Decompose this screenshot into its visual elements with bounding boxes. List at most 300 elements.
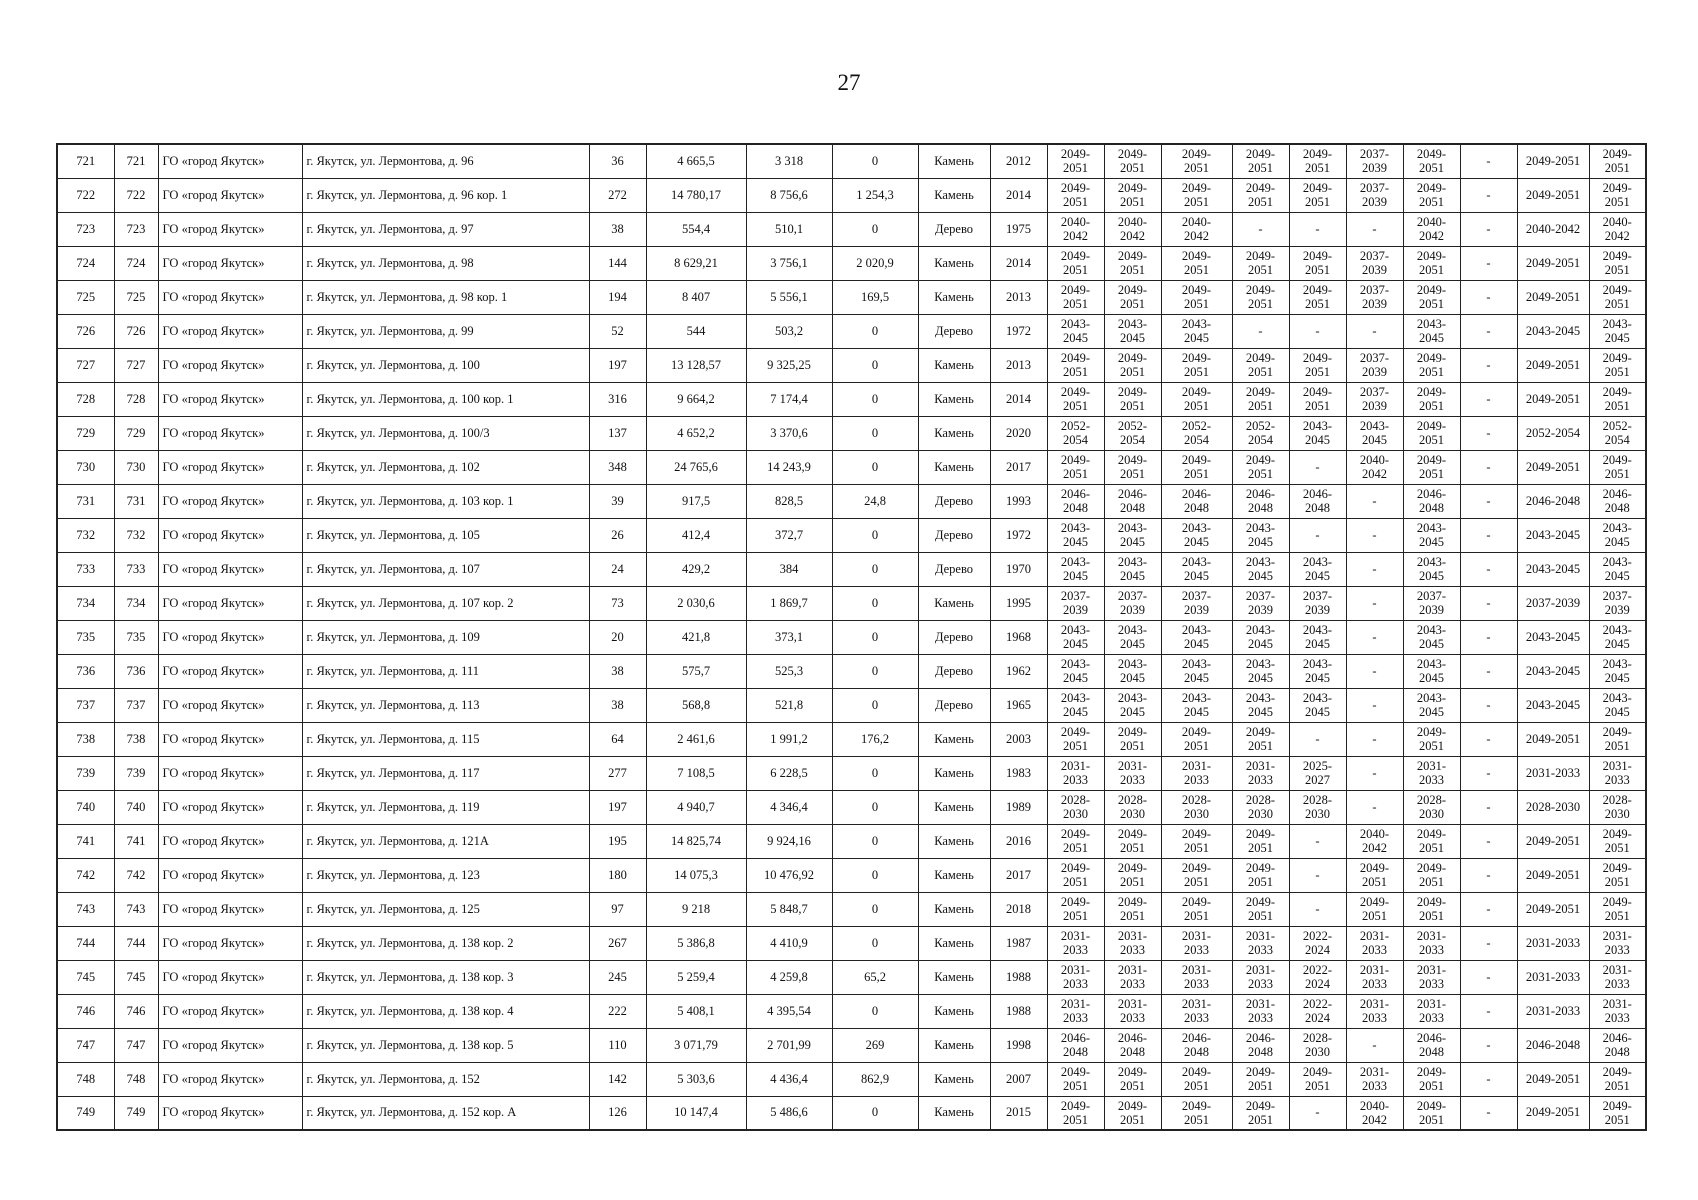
cell-period-10: 2043- 2045 [1589, 552, 1646, 586]
cell-nonresidential-area: 2 020,9 [832, 246, 918, 280]
cell-period-3: 2049- 2051 [1161, 858, 1232, 892]
cell-period-8: - [1460, 1096, 1517, 1130]
table-row [57, 994, 1646, 1028]
cell-period-4: 2052- 2054 [1232, 416, 1289, 450]
cell-construction-year: 2015 [990, 1096, 1047, 1130]
cell-living-area: 4 346,4 [746, 790, 832, 824]
cell-period-9: 2049-2051 [1517, 144, 1589, 178]
cell-nonresidential-area: 0 [832, 1096, 918, 1130]
cell-period-1: 2043- 2045 [1047, 552, 1104, 586]
cell-residents: 38 [589, 688, 646, 722]
cell-period-1: 2043- 2045 [1047, 620, 1104, 654]
cell-municipality: ГО «город Якутск» [158, 824, 302, 858]
cell-period-10: 2028- 2030 [1589, 790, 1646, 824]
cell-period-10: 2049- 2051 [1589, 246, 1646, 280]
cell-wall-material: Дерево [918, 212, 990, 246]
cell-period-2: 2043- 2045 [1104, 314, 1161, 348]
cell-period-4: 2049- 2051 [1232, 178, 1289, 212]
cell-period-9: 2049-2051 [1517, 1062, 1589, 1096]
cell-residents: 36 [589, 144, 646, 178]
cell-period-9: 2031-2033 [1517, 960, 1589, 994]
cell-period-3: 2049- 2051 [1161, 280, 1232, 314]
cell-period-5: - [1289, 518, 1346, 552]
cell-wall-material: Камень [918, 960, 990, 994]
cell-period-10: 2049- 2051 [1589, 1096, 1646, 1130]
cell-period-9: 2043-2045 [1517, 688, 1589, 722]
cell-period-9: 2049-2051 [1517, 382, 1589, 416]
cell-period-10: 2043- 2045 [1589, 654, 1646, 688]
cell-period-3: 2046- 2048 [1161, 484, 1232, 518]
cell-row-number: 739 [57, 756, 114, 790]
table-row [57, 552, 1646, 586]
cell-construction-year: 1975 [990, 212, 1047, 246]
cell-address: г. Якутск, ул. Лермонтова, д. 117 [302, 756, 589, 790]
cell-period-8: - [1460, 314, 1517, 348]
cell-wall-material: Камень [918, 586, 990, 620]
cell-period-6: - [1346, 212, 1403, 246]
cell-period-3: 2043- 2045 [1161, 552, 1232, 586]
cell-living-area: 3 370,6 [746, 416, 832, 450]
table-row [57, 858, 1646, 892]
cell-nonresidential-area: 0 [832, 654, 918, 688]
cell-period-9: 2043-2045 [1517, 620, 1589, 654]
cell-period-6: 2037- 2039 [1346, 280, 1403, 314]
table-row [57, 756, 1646, 790]
cell-period-9: 2031-2033 [1517, 994, 1589, 1028]
cell-period-5: - [1289, 858, 1346, 892]
cell-total-area: 3 071,79 [646, 1028, 746, 1062]
cell-living-area: 372,7 [746, 518, 832, 552]
cell-nonresidential-area: 0 [832, 620, 918, 654]
cell-period-9: 2037-2039 [1517, 586, 1589, 620]
cell-address: г. Якутск, ул. Лермонтова, д. 119 [302, 790, 589, 824]
cell-period-7: 2049- 2051 [1403, 722, 1460, 756]
cell-period-2: 2049- 2051 [1104, 382, 1161, 416]
cell-living-area: 828,5 [746, 484, 832, 518]
cell-row-number: 747 [57, 1028, 114, 1062]
cell-period-4: 2049- 2051 [1232, 722, 1289, 756]
cell-row-number: 734 [57, 586, 114, 620]
table-row [57, 1062, 1646, 1096]
cell-wall-material: Камень [918, 1096, 990, 1130]
cell-wall-material: Камень [918, 178, 990, 212]
cell-period-1: 2049- 2051 [1047, 824, 1104, 858]
cell-period-10: 2046- 2048 [1589, 484, 1646, 518]
cell-period-7: 2043- 2045 [1403, 314, 1460, 348]
cell-house-number: 733 [114, 552, 158, 586]
cell-construction-year: 2007 [990, 1062, 1047, 1096]
cell-house-number: 746 [114, 994, 158, 1028]
cell-total-area: 13 128,57 [646, 348, 746, 382]
cell-municipality: ГО «город Якутск» [158, 382, 302, 416]
cell-period-9: 2049-2051 [1517, 858, 1589, 892]
cell-period-1: 2043- 2045 [1047, 314, 1104, 348]
cell-total-area: 14 075,3 [646, 858, 746, 892]
cell-period-5: 2049- 2051 [1289, 178, 1346, 212]
cell-address: г. Якутск, ул. Лермонтова, д. 97 [302, 212, 589, 246]
cell-living-area: 14 243,9 [746, 450, 832, 484]
cell-construction-year: 1989 [990, 790, 1047, 824]
cell-living-area: 6 228,5 [746, 756, 832, 790]
cell-nonresidential-area: 0 [832, 688, 918, 722]
cell-period-9: 2043-2045 [1517, 518, 1589, 552]
cell-period-2: 2049- 2051 [1104, 348, 1161, 382]
cell-period-6: 2037- 2039 [1346, 246, 1403, 280]
cell-nonresidential-area: 0 [832, 416, 918, 450]
cell-period-1: 2046- 2048 [1047, 484, 1104, 518]
cell-period-1: 2028- 2030 [1047, 790, 1104, 824]
cell-wall-material: Камень [918, 756, 990, 790]
cell-residents: 277 [589, 756, 646, 790]
cell-period-4: 2049- 2051 [1232, 1062, 1289, 1096]
cell-house-number: 742 [114, 858, 158, 892]
cell-period-3: 2031- 2033 [1161, 756, 1232, 790]
cell-residents: 348 [589, 450, 646, 484]
cell-wall-material: Камень [918, 416, 990, 450]
cell-nonresidential-area: 0 [832, 450, 918, 484]
cell-total-area: 14 825,74 [646, 824, 746, 858]
cell-row-number: 723 [57, 212, 114, 246]
cell-period-2: 2031- 2033 [1104, 926, 1161, 960]
cell-municipality: ГО «город Якутск» [158, 858, 302, 892]
cell-period-8: - [1460, 824, 1517, 858]
table-row [57, 926, 1646, 960]
cell-row-number: 742 [57, 858, 114, 892]
cell-total-area: 4 940,7 [646, 790, 746, 824]
cell-row-number: 745 [57, 960, 114, 994]
cell-period-4: - [1232, 212, 1289, 246]
cell-period-10: 2043- 2045 [1589, 620, 1646, 654]
cell-address: г. Якутск, ул. Лермонтова, д. 138 кор. 4 [302, 994, 589, 1028]
table-row [57, 348, 1646, 382]
cell-municipality: ГО «город Якутск» [158, 280, 302, 314]
cell-period-2: 2043- 2045 [1104, 654, 1161, 688]
table-row [57, 144, 1646, 178]
cell-row-number: 721 [57, 144, 114, 178]
cell-period-4: 2031- 2033 [1232, 926, 1289, 960]
cell-period-4: 2043- 2045 [1232, 552, 1289, 586]
cell-period-7: 2049- 2051 [1403, 1062, 1460, 1096]
cell-wall-material: Дерево [918, 654, 990, 688]
cell-period-1: 2049- 2051 [1047, 1096, 1104, 1130]
cell-period-2: 2031- 2033 [1104, 994, 1161, 1028]
cell-nonresidential-area: 169,5 [832, 280, 918, 314]
cell-wall-material: Камень [918, 450, 990, 484]
cell-period-5: 2022- 2024 [1289, 926, 1346, 960]
cell-total-area: 10 147,4 [646, 1096, 746, 1130]
cell-address: г. Якутск, ул. Лермонтова, д. 152 [302, 1062, 589, 1096]
cell-period-8: - [1460, 1062, 1517, 1096]
cell-period-5: 2049- 2051 [1289, 1062, 1346, 1096]
cell-wall-material: Камень [918, 858, 990, 892]
cell-house-number: 747 [114, 1028, 158, 1062]
cell-nonresidential-area: 0 [832, 586, 918, 620]
cell-period-1: 2037- 2039 [1047, 586, 1104, 620]
cell-period-10: 2049- 2051 [1589, 450, 1646, 484]
cell-period-6: - [1346, 586, 1403, 620]
cell-period-6: 2049- 2051 [1346, 892, 1403, 926]
cell-construction-year: 2017 [990, 858, 1047, 892]
cell-period-7: 2049- 2051 [1403, 246, 1460, 280]
cell-period-5: - [1289, 212, 1346, 246]
cell-house-number: 729 [114, 416, 158, 450]
cell-period-5: 2049- 2051 [1289, 280, 1346, 314]
table-row [57, 790, 1646, 824]
cell-wall-material: Дерево [918, 620, 990, 654]
cell-house-number: 744 [114, 926, 158, 960]
cell-period-9: 2031-2033 [1517, 756, 1589, 790]
cell-period-4: 2049- 2051 [1232, 824, 1289, 858]
cell-period-2: 2049- 2051 [1104, 450, 1161, 484]
cell-nonresidential-area: 862,9 [832, 1062, 918, 1096]
cell-period-6: - [1346, 654, 1403, 688]
cell-municipality: ГО «город Якутск» [158, 926, 302, 960]
cell-period-7: 2037- 2039 [1403, 586, 1460, 620]
cell-period-10: 2031- 2033 [1589, 756, 1646, 790]
cell-address: г. Якутск, ул. Лермонтова, д. 107 кор. 2 [302, 586, 589, 620]
cell-period-3: 2043- 2045 [1161, 620, 1232, 654]
cell-period-6: - [1346, 314, 1403, 348]
cell-period-8: - [1460, 484, 1517, 518]
cell-nonresidential-area: 65,2 [832, 960, 918, 994]
cell-residents: 39 [589, 484, 646, 518]
cell-construction-year: 1970 [990, 552, 1047, 586]
cell-period-5: 2043- 2045 [1289, 620, 1346, 654]
cell-period-8: - [1460, 994, 1517, 1028]
cell-address: г. Якутск, ул. Лермонтова, д. 109 [302, 620, 589, 654]
cell-living-area: 2 701,99 [746, 1028, 832, 1062]
cell-period-8: - [1460, 688, 1517, 722]
cell-total-area: 8 407 [646, 280, 746, 314]
cell-period-7: 2043- 2045 [1403, 688, 1460, 722]
cell-living-area: 5 848,7 [746, 892, 832, 926]
cell-period-5: 2037- 2039 [1289, 586, 1346, 620]
cell-period-1: 2031- 2033 [1047, 756, 1104, 790]
cell-period-1: 2049- 2051 [1047, 280, 1104, 314]
cell-period-5: - [1289, 892, 1346, 926]
cell-residents: 194 [589, 280, 646, 314]
cell-period-8: - [1460, 450, 1517, 484]
cell-total-area: 4 652,2 [646, 416, 746, 450]
cell-residents: 197 [589, 348, 646, 382]
cell-living-area: 5 556,1 [746, 280, 832, 314]
cell-total-area: 5 386,8 [646, 926, 746, 960]
cell-period-4: 2049- 2051 [1232, 246, 1289, 280]
cell-period-3: 2049- 2051 [1161, 178, 1232, 212]
cell-period-4: 2049- 2051 [1232, 144, 1289, 178]
cell-period-6: 2031- 2033 [1346, 926, 1403, 960]
cell-period-2: 2043- 2045 [1104, 620, 1161, 654]
cell-period-8: - [1460, 926, 1517, 960]
cell-construction-year: 2017 [990, 450, 1047, 484]
cell-period-10: 2049- 2051 [1589, 178, 1646, 212]
cell-address: г. Якутск, ул. Лермонтова, д. 123 [302, 858, 589, 892]
cell-construction-year: 1998 [990, 1028, 1047, 1062]
cell-total-area: 4 665,5 [646, 144, 746, 178]
cell-period-9: 2049-2051 [1517, 178, 1589, 212]
cell-row-number: 731 [57, 484, 114, 518]
cell-total-area: 7 108,5 [646, 756, 746, 790]
cell-period-4: 2037- 2039 [1232, 586, 1289, 620]
cell-period-9: 2049-2051 [1517, 1096, 1589, 1130]
table-row [57, 178, 1646, 212]
cell-address: г. Якутск, ул. Лермонтова, д. 103 кор. 1 [302, 484, 589, 518]
cell-period-9: 2049-2051 [1517, 722, 1589, 756]
cell-house-number: 736 [114, 654, 158, 688]
cell-residents: 97 [589, 892, 646, 926]
cell-period-9: 2043-2045 [1517, 552, 1589, 586]
cell-wall-material: Камень [918, 892, 990, 926]
cell-period-7: 2031- 2033 [1403, 960, 1460, 994]
cell-period-7: 2046- 2048 [1403, 484, 1460, 518]
cell-period-4: 2046- 2048 [1232, 1028, 1289, 1062]
cell-period-5: 2043- 2045 [1289, 552, 1346, 586]
cell-residents: 20 [589, 620, 646, 654]
cell-nonresidential-area: 0 [832, 790, 918, 824]
cell-period-7: 2043- 2045 [1403, 654, 1460, 688]
cell-period-9: 2049-2051 [1517, 892, 1589, 926]
cell-municipality: ГО «город Якутск» [158, 1096, 302, 1130]
cell-period-4: 2043- 2045 [1232, 654, 1289, 688]
cell-period-8: - [1460, 722, 1517, 756]
cell-address: г. Якутск, ул. Лермонтова, д. 138 кор. 2 [302, 926, 589, 960]
cell-row-number: 728 [57, 382, 114, 416]
cell-wall-material: Камень [918, 382, 990, 416]
cell-period-6: 2040- 2042 [1346, 824, 1403, 858]
cell-address: г. Якутск, ул. Лермонтова, д. 102 [302, 450, 589, 484]
cell-address: г. Якутск, ул. Лермонтова, д. 111 [302, 654, 589, 688]
cell-period-7: 2049- 2051 [1403, 892, 1460, 926]
cell-house-number: 735 [114, 620, 158, 654]
cell-house-number: 725 [114, 280, 158, 314]
cell-period-1: 2049- 2051 [1047, 246, 1104, 280]
cell-period-8: - [1460, 280, 1517, 314]
table-row [57, 450, 1646, 484]
cell-period-1: 2049- 2051 [1047, 858, 1104, 892]
cell-address: г. Якутск, ул. Лермонтова, д. 152 кор. А [302, 1096, 589, 1130]
cell-period-7: 2043- 2045 [1403, 518, 1460, 552]
cell-period-8: - [1460, 586, 1517, 620]
cell-period-8: - [1460, 246, 1517, 280]
cell-living-area: 9 325,25 [746, 348, 832, 382]
cell-period-3: 2049- 2051 [1161, 144, 1232, 178]
cell-period-7: 2049- 2051 [1403, 144, 1460, 178]
cell-period-5: 2022- 2024 [1289, 960, 1346, 994]
cell-nonresidential-area: 0 [832, 144, 918, 178]
cell-construction-year: 1988 [990, 960, 1047, 994]
cell-row-number: 722 [57, 178, 114, 212]
cell-total-area: 14 780,17 [646, 178, 746, 212]
cell-address: г. Якутск, ул. Лермонтова, д. 96 кор. 1 [302, 178, 589, 212]
cell-row-number: 725 [57, 280, 114, 314]
cell-period-3: 2049- 2051 [1161, 722, 1232, 756]
cell-period-10: 2049- 2051 [1589, 348, 1646, 382]
cell-period-6: 2037- 2039 [1346, 382, 1403, 416]
cell-construction-year: 2018 [990, 892, 1047, 926]
cell-period-10: 2037- 2039 [1589, 586, 1646, 620]
cell-row-number: 746 [57, 994, 114, 1028]
cell-house-number: 722 [114, 178, 158, 212]
cell-period-6: - [1346, 1028, 1403, 1062]
cell-house-number: 739 [114, 756, 158, 790]
cell-period-1: 2031- 2033 [1047, 926, 1104, 960]
cell-period-4: 2031- 2033 [1232, 994, 1289, 1028]
cell-period-6: 2043- 2045 [1346, 416, 1403, 450]
cell-row-number: 736 [57, 654, 114, 688]
cell-municipality: ГО «город Якутск» [158, 484, 302, 518]
cell-period-3: 2043- 2045 [1161, 654, 1232, 688]
cell-residents: 52 [589, 314, 646, 348]
cell-address: г. Якутск, ул. Лермонтова, д. 105 [302, 518, 589, 552]
cell-total-area: 568,8 [646, 688, 746, 722]
cell-municipality: ГО «город Якутск» [158, 994, 302, 1028]
cell-period-3: 2049- 2051 [1161, 382, 1232, 416]
cell-municipality: ГО «город Якутск» [158, 654, 302, 688]
cell-period-8: - [1460, 892, 1517, 926]
cell-construction-year: 1995 [990, 586, 1047, 620]
cell-period-3: 2049- 2051 [1161, 824, 1232, 858]
cell-municipality: ГО «город Якутск» [158, 960, 302, 994]
cell-house-number: 737 [114, 688, 158, 722]
cell-municipality: ГО «город Якутск» [158, 212, 302, 246]
cell-period-7: 2043- 2045 [1403, 552, 1460, 586]
cell-period-2: 2049- 2051 [1104, 1096, 1161, 1130]
cell-wall-material: Камень [918, 994, 990, 1028]
cell-period-5: - [1289, 314, 1346, 348]
cell-period-5: 2049- 2051 [1289, 144, 1346, 178]
table-row [57, 518, 1646, 552]
cell-municipality: ГО «город Якутск» [158, 586, 302, 620]
cell-period-5: 2025- 2027 [1289, 756, 1346, 790]
cell-period-6: 2031- 2033 [1346, 994, 1403, 1028]
cell-period-10: 2049- 2051 [1589, 824, 1646, 858]
cell-wall-material: Камень [918, 1062, 990, 1096]
cell-period-3: 2043- 2045 [1161, 314, 1232, 348]
cell-period-1: 2049- 2051 [1047, 144, 1104, 178]
cell-residents: 267 [589, 926, 646, 960]
cell-living-area: 8 756,6 [746, 178, 832, 212]
cell-living-area: 7 174,4 [746, 382, 832, 416]
cell-period-2: 2049- 2051 [1104, 858, 1161, 892]
cell-living-area: 503,2 [746, 314, 832, 348]
table-row [57, 722, 1646, 756]
cell-period-2: 2049- 2051 [1104, 824, 1161, 858]
cell-period-4: 2049- 2051 [1232, 450, 1289, 484]
table-row [57, 960, 1646, 994]
cell-period-6: - [1346, 552, 1403, 586]
cell-nonresidential-area: 269 [832, 1028, 918, 1062]
cell-construction-year: 2012 [990, 144, 1047, 178]
cell-address: г. Якутск, ул. Лермонтова, д. 125 [302, 892, 589, 926]
cell-period-4: 2049- 2051 [1232, 1096, 1289, 1130]
cell-nonresidential-area: 0 [832, 382, 918, 416]
cell-period-6: - [1346, 518, 1403, 552]
cell-period-10: 2049- 2051 [1589, 1062, 1646, 1096]
cell-period-5: 2028- 2030 [1289, 1028, 1346, 1062]
cell-period-7: 2049- 2051 [1403, 858, 1460, 892]
cell-period-1: 2040- 2042 [1047, 212, 1104, 246]
cell-period-1: 2031- 2033 [1047, 994, 1104, 1028]
cell-period-1: 2043- 2045 [1047, 654, 1104, 688]
cell-period-6: - [1346, 790, 1403, 824]
cell-total-area: 429,2 [646, 552, 746, 586]
cell-house-number: 728 [114, 382, 158, 416]
cell-nonresidential-area: 0 [832, 756, 918, 790]
cell-wall-material: Дерево [918, 552, 990, 586]
cell-period-7: 2049- 2051 [1403, 450, 1460, 484]
table-row [57, 892, 1646, 926]
cell-period-6: 2037- 2039 [1346, 348, 1403, 382]
